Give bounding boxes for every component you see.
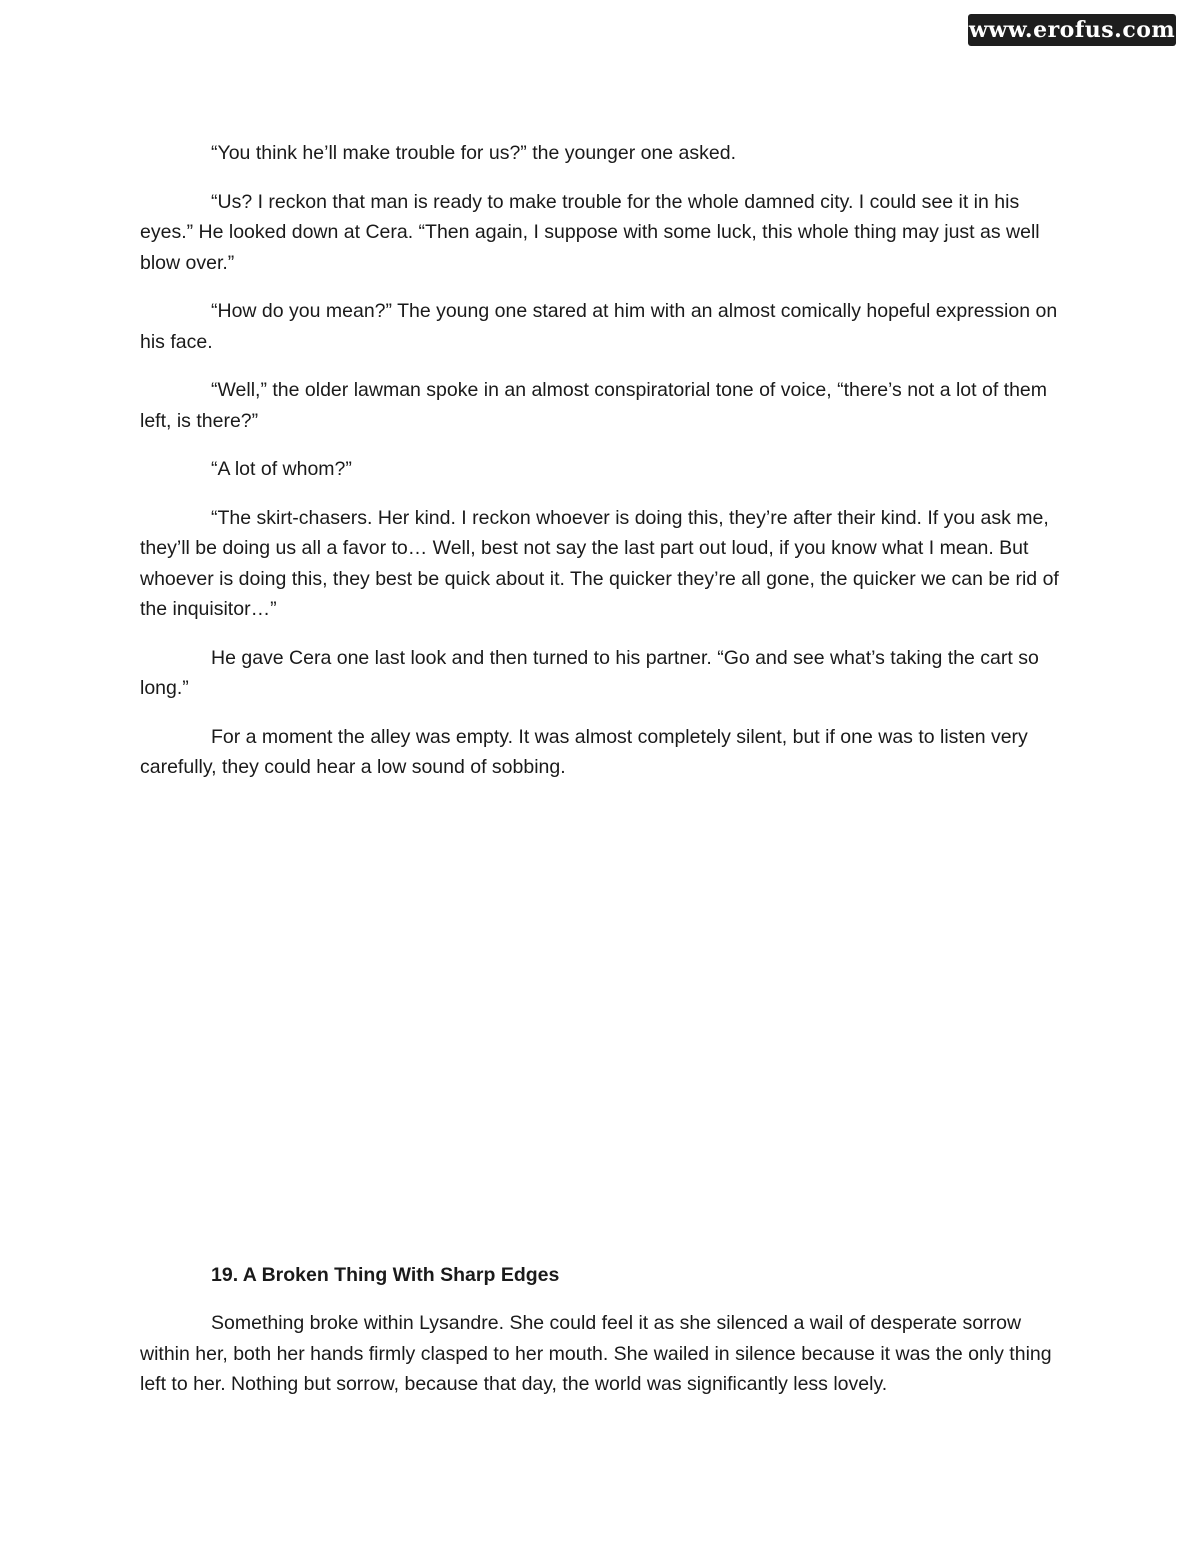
chapter-section: [140, 1260, 1060, 1418]
paragraph: For a moment the alley was empty. It was almost completely silent, but if one was to listen very carefully, they could hear a low sound of sobbing.: [140, 725, 1028, 778]
paragraph: “A lot of whom?”: [211, 458, 352, 480]
paragraph: “You think he’ll make trouble for us?” the younger one asked.: [211, 142, 737, 164]
paragraph: Something broke within Lysandre. She could feel it as she silenced a wail of desperate sorrow within her, both her hands firmly clasped to her mouth. She wailed in silence because it was the only thing left to her. Nothing but sorrow, because that day, the world was significantly less lovely.: [140, 1312, 1052, 1395]
paragraph: “The skirt-chasers. Her kind. I reckon whoever is doing this, they’re after their kind. If you ask me, they’ll be doing us all a favor to… Well, best not say the last part out loud, if you know what I mean. But whoever is doing this, they best be quick about it. The quicker they’re all gone, the quicker we can be rid of the inquisitor…”: [140, 506, 1059, 620]
paragraph: “Us? I reckon that man is ready to make trouble for the whole damned city. I could see it in his eyes.” He looked down at Cera. “Then again, I suppose with some luck, this whole thing may just as well blow over.”: [140, 190, 1040, 274]
paragraph: “How do you mean?” The young one stared at him with an almost comically hopeful expression on his face.: [140, 300, 1058, 353]
paragraph: He gave Cera one last look and then turned to his partner. “Go and see what’s taking the cart so long.”: [140, 646, 1039, 699]
paragraph: “Well,” the older lawman spoke in an almost conspiratorial tone of voice, “there’s not a lot of them left, is there?”: [140, 379, 1048, 432]
site-watermark-logo: www.erofus.com: [968, 14, 1176, 46]
chapter-title: 19. A Broken Thing With Sharp Edges: [211, 1264, 560, 1286]
story-text: [140, 138, 1060, 801]
